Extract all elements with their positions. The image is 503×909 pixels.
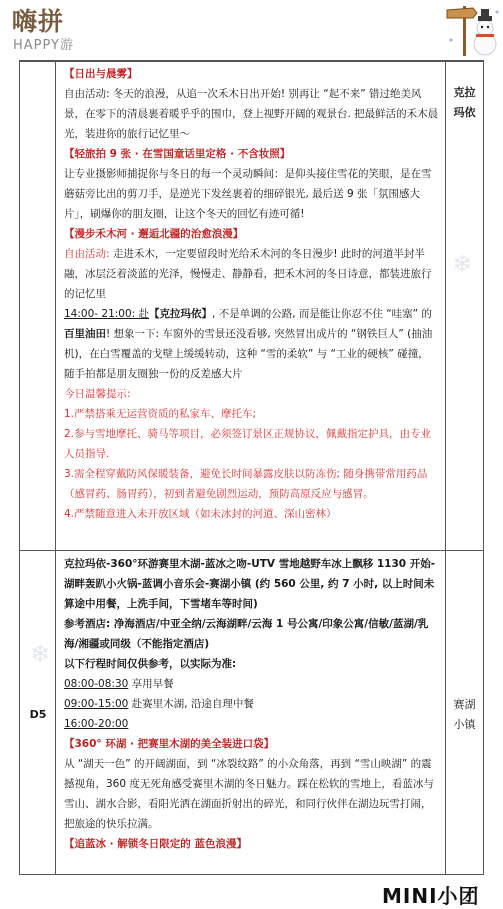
snowflake-icon: ❄ [30, 640, 51, 668]
brand-logo-sub: HAPPY游 [13, 38, 75, 53]
tour-type-label: MINI小团 [382, 884, 480, 908]
content-line: 【360° 环湖 · 把赛里木湖的美全装进口袋】 [64, 738, 275, 750]
d4-content [56, 61, 445, 524]
content-line: 14:00- 21:00: 赴【克拉玛依】, 不是单调的公路, 而是能让你忍不住 “哇塞” 的百里油田! 想象一下: 车窗外的雪景还没看够, 突然冒出成片的 “钢铁巨人” (抽油机)，在白雪覆盖的戈壁上缓缓转动，这种 “雪的柔软” 与 “工业的硬核” 碰撞，随手拍都是朋友圈独一份的反差感大片 [64, 308, 433, 380]
content-line: 从 “湖天一色” 的开阔湖面，到 “冰裂纹路” 的小众角落，再到 “雪山映湖” 的震撼视角，360 度无死角感受赛里木湖的冬日魅力。踩在松软的雪地上，看蓝冰与雪山、湖水合影，看阳光洒在湖面折射出的碎光，和同行伙伴在湖边玩雪打闹，把旅途的快乐拉满。 [64, 758, 434, 830]
content-line: 09:00-15:00 赴赛里木湖, 沿途自理中餐 [64, 698, 254, 710]
content-line: 4.严禁随意进入未开放区域（如未冰封的河道、深山密林） [64, 508, 337, 520]
stay-column [445, 61, 484, 874]
day-column [20, 61, 56, 874]
brand-logo: 嗨拼 [12, 7, 65, 36]
d5-day-label: D5 [29, 708, 47, 721]
content-line: 2.参与雪地摩托、骑马等项目，必须签订景区正规协议，佩戴指定护具，由专业人员指导. [64, 428, 432, 460]
content-line: 08:00-08:30 享用早餐 [64, 678, 174, 690]
d5-stay-label: 赛湖 小镇 [453, 698, 476, 731]
snowman-signpost-icon [443, 0, 501, 58]
d5-content [56, 551, 445, 854]
content-line: 【追蓝冰 · 解锁冬日限定的 蓝色浪漫】 [64, 838, 247, 850]
itinerary-table [19, 60, 484, 875]
content-line: 自由活动: 冬天的浪漫，从追一次禾木日出开始! 别再让 “起不来” 错过绝美风景，在零下的清晨裹着暖乎乎的围巾，登上视野开阔的观景台. 把最鲜活的禾木晨光，装进你的旅行记忆里～ [64, 88, 439, 140]
content-line: 以下行程时间仅供参考，以实际为准: [64, 658, 237, 670]
content-line: 【轻旅拍 9 张 · 在雪国童话里定格 · 不含妆照】 [64, 148, 291, 160]
content-line: 16:00-20:00 [64, 718, 129, 730]
content-line: 自由活动: 走进禾木，一定要留段时光给禾木河的冬日漫步! 此时的河道半封半融，冰层泛着淡蓝的光泽，慢慢走、静静看，把禾木河的冬日诗意，都装进旅行的记忆里 [64, 248, 432, 300]
page-header [0, 0, 503, 58]
content-line: 【日出与晨雾】 [64, 68, 138, 80]
content-line: 让专业摄影师捕捉你与冬日的每一个灵动瞬间：是仰头接住雪花的笑眼，是在雪蘑菇旁比出的剪刀手，是逆光下发丝裹着的细碎银光, 最后送 9 张「氛围感大片」，刷爆你的朋友圈，让这个冬天的回忆有迹可循! [64, 168, 432, 220]
content-line: 【漫步禾木河 · 邂逅北疆的治愈浪漫】 [64, 228, 244, 240]
content-line: 参考酒店: 净海酒店/中亚全纳/云海湖畔/云海 1 号公寓/印象公寓/信敏/蓝湖/乳海/湘疆或同级（不能指定酒店) [64, 618, 429, 650]
content-line: 3.需全程穿戴防风保暖装备，避免长时间暴露皮肤以防冻伤; 随身携带常用药品（感冒药、肠胃药），初到者避免剧烈运动，预防高原反应与感冒。 [64, 468, 428, 500]
content-line: 克拉玛依-360°环游赛里木湖-蓝冰之吻-UTV 雪地越野车冰上飘移 1130 开始-湖畔轰趴小火锅-蓝调小音乐会-赛湖小镇 (约 560 公里, 约 7 小时, 以上时间未算途中用餐，上洗手间，下雪堵车等时间) [64, 558, 436, 610]
content-line: 今日温馨提示: [64, 388, 131, 400]
snowflake-icon: ❄ [452, 250, 473, 278]
content-line: 1.严禁搭乘无运营资质的私家车、摩托车; [64, 408, 257, 420]
d4-stay-label: 克拉 玛依 [453, 86, 476, 119]
